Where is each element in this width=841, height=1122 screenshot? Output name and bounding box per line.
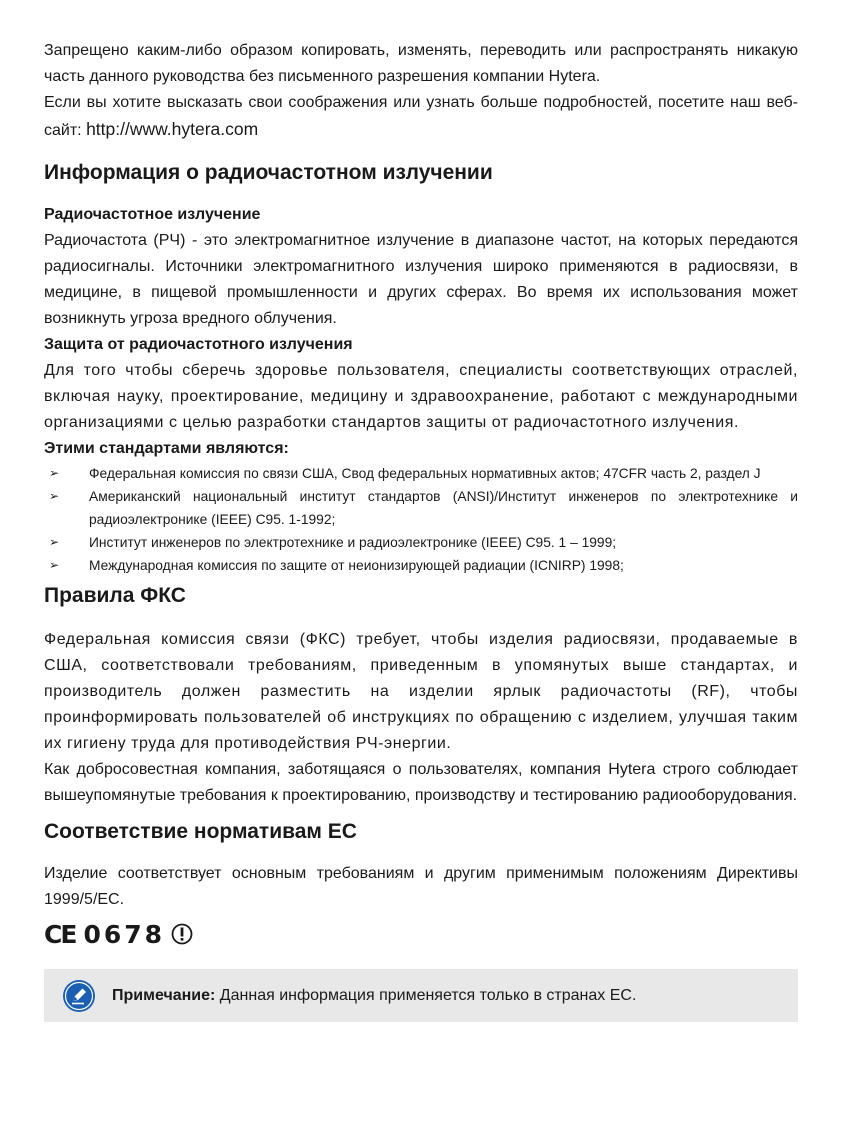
bullet-arrow-icon: ➢: [49, 489, 60, 503]
standards-list: [44, 462, 798, 577]
list-item: ➢ Федеральная комиссия по связи США, Свод федеральных нормативных актов; 47CFR часть 2, раздел J: [44, 462, 798, 485]
fcc-paragraph-requirements: Федеральная комиссия связи (ФКС) требует, чтобы изделия радиосвязи, продаваемые в США, соответствовали требованиям, приведенным в упомянутых выше стандартах, и производитель должен разместить на изделии ярлык радиочастоты (RF), чтобы проинформировать пользователей об инструкциях по обращению с изделием, улучшая таким их гигиену труда для противодействия РЧ-энергии.: [44, 631, 798, 752]
ec-paragraph: Изделие соответствует основным требованиям и другим применимым положениям Директивы 1999/5/EC.: [44, 865, 798, 908]
copyright-notice: Запрещено каким-либо образом копировать, изменять, переводить или распространять никакую часть данного руководства без письменного разрешения компании Hytera.: [44, 42, 798, 85]
rf-subheading-emission: Радиочастотное излучение: [44, 206, 261, 223]
manual-page: [44, 38, 798, 1022]
notified-body-number: 0678: [83, 919, 166, 949]
alert-circle-icon: [171, 923, 193, 945]
website-link[interactable]: http://www.hytera.com: [86, 119, 259, 139]
contact-notice: [44, 90, 798, 144]
bullet-arrow-icon: ➢: [49, 558, 60, 572]
note-body: Данная информация применяется только в странах ЕС.: [215, 986, 637, 1004]
bullet-arrow-icon: ➢: [49, 466, 60, 480]
ec-heading: Соответствие нормативам ЕС: [44, 820, 357, 843]
list-item: ➢ Международная комиссия по защите от неионизирующей радиации (ICNIRP) 1998;: [44, 554, 798, 577]
rf-paragraph-emission: Радиочастота (РЧ) - это электромагнитное излучение в диапазоне частот, на которых передаются радиосигналы. Источники электромагнитного излучения широко применяются в радиосвязи, в медицине, в пищевой промышленности и других сферах. Во время их использования может возникнуть угроза вредного облучения.: [44, 232, 798, 327]
rf-heading: Информация о радиочастотном излучении: [44, 161, 493, 184]
rf-subheading-protection: Защита от радиочастотного излучения: [44, 336, 353, 353]
ce-logo: CE: [44, 919, 76, 949]
note-label: Примечание:: [112, 986, 216, 1004]
rf-paragraph-protection: Для того чтобы сберечь здоровье пользователя, специалисты соответствующих отраслей, включая науку, проектирование, медицину и здравоохранение, работают с международными организациями с целью разработки стандартов защиты от радиочастотного излучения.: [44, 362, 798, 431]
fcc-heading: Правила ФКС: [44, 584, 186, 607]
fcc-paragraph-compliance: Как добросовестная компания, заботящаяся о пользователях, компания Hytera строго соблюдает вышеупомянутые требования к проектированию, производству и тестированию радиооборудования.: [44, 761, 798, 804]
note-pencil-icon: [62, 979, 96, 1013]
bullet-arrow-icon: ➢: [49, 535, 60, 549]
ce-marking: [44, 919, 798, 949]
note-box: [44, 969, 798, 1022]
contact-text: Если вы хотите высказать свои соображения или узнать больше подробностей, посетите наш веб-сайт:: [44, 94, 798, 139]
rf-subheading-standards: Этими стандартами являются:: [44, 440, 289, 457]
list-item: ➢ Американский национальный институт стандартов (ANSI)/Институт инженеров по электротехнике и радиоэлектронике (IEEE) C95. 1-1992;: [44, 485, 798, 531]
list-item: ➢ Институт инженеров по электротехнике и радиоэлектронике (IEEE) C95. 1 – 1999;: [44, 531, 798, 554]
note-text: [112, 987, 636, 1005]
